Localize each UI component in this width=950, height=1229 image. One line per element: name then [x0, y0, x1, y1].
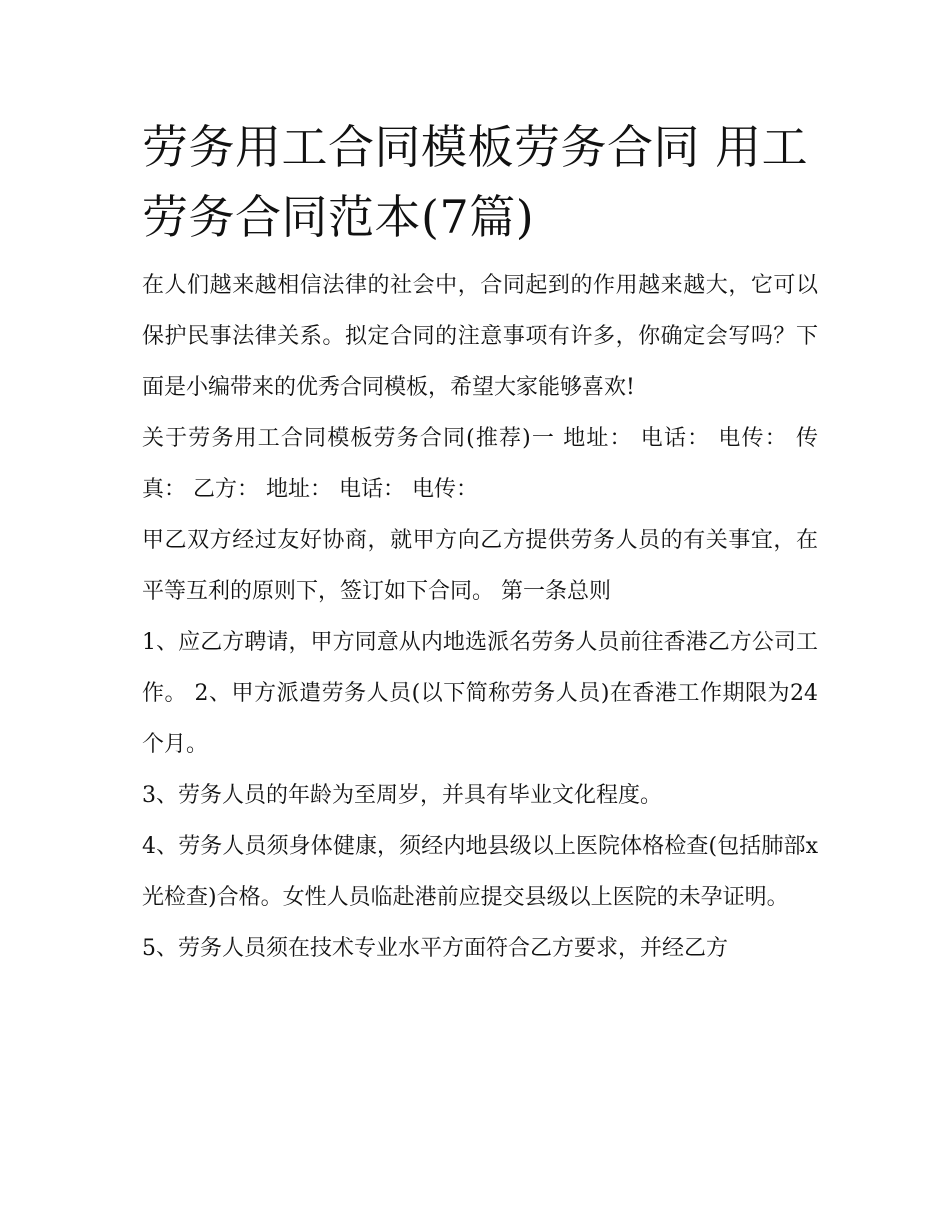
clause-paragraph: 3、劳务人员的年龄为至周岁，并具有毕业文化程度。 [142, 783, 662, 808]
clause-paragraph: 1、应乙方聘请，甲方同意从内地选派名劳务人员前往香港乙方公司工作。 2、甲方派遣劳务人员(以下简称劳务人员)在香港工作期限为24个月。 [142, 630, 818, 757]
clause-paragraph: 4、劳务人员须身体健康，须经内地县级以上医院体格检查(包括肺部x光检查)合格。女性人员临赴港前应提交县级以上医院的未孕证明。 [142, 834, 818, 910]
document-title: 劳务用工合同模板劳务合同 用工劳务合同范本(7篇) [142, 120, 809, 244]
contract-preamble-paragraph: 甲乙双方经过友好协商，就甲方向乙方提供劳务人员的有关事宜，在平等互利的原则下，签订如下合同。 第一条总则 [142, 528, 818, 604]
intro-paragraph: 在人们越来越相信法律的社会中，合同起到的作用越来越大，它可以保护民事法律关系。拟定合同的注意事项有许多，你确定会写吗？下面是小编带来的优秀合同模板，希望大家能够喜欢! [142, 273, 818, 400]
clause-paragraph: 5、劳务人员须在技术专业水平方面符合乙方要求，并经乙方 [142, 936, 728, 961]
contract-parties-paragraph: 关于劳务用工合同模板劳务合同(推荐)一 地址： 电话： 电传： 传真： 乙方： 地址： 电话： 电传： [142, 426, 818, 502]
document-page [142, 112, 818, 974]
